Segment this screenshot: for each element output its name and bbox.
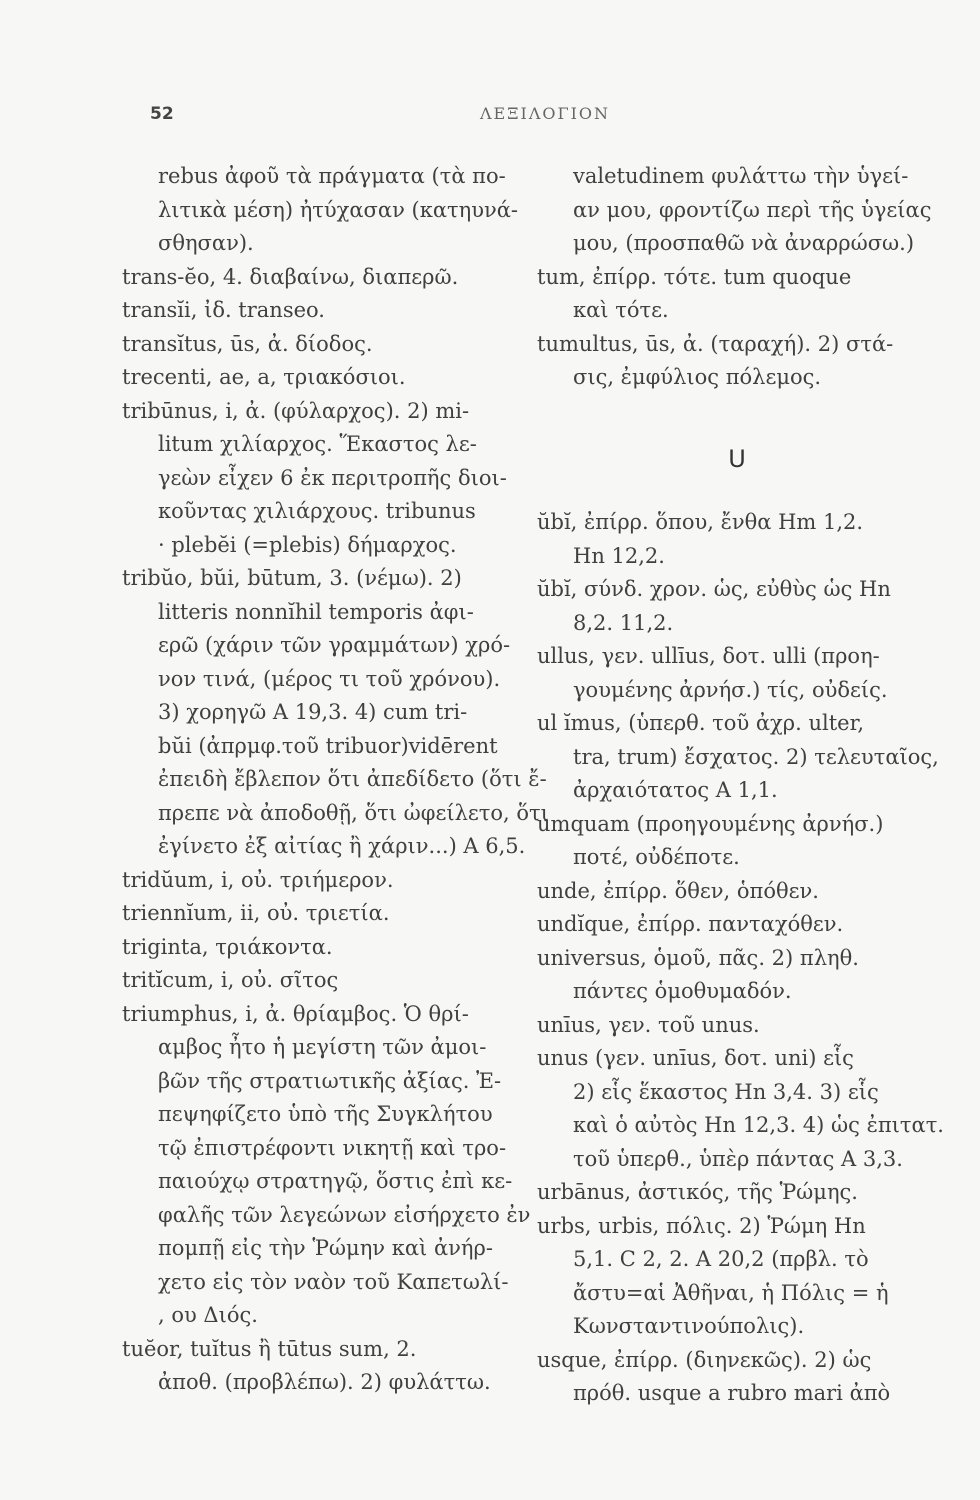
entry-line: triumphus, i, ἀ. θρίαμβος. Ὁ θρί- — [122, 1001, 469, 1026]
running-title: ΛΕΞΙΛΟΓΙΟΝ — [480, 104, 611, 123]
entry-line: ἀποθ. (προβλέπω). 2) φυλάττω. — [158, 1370, 491, 1394]
entry-line: καὶ ὁ αὐτὸς Hn 12,3. 4) ὡς ἐπιτατ. — [573, 1113, 944, 1137]
entry-line: πομπῇ εἰς τὴν Ῥώμην καὶ ἀνήρ- — [158, 1236, 493, 1260]
entry-line: πεψηφίζετο ὑπὸ τῆς Συγκλήτου — [158, 1102, 493, 1126]
entry-line: μου, (προσπαθῶ νὰ ἀναρρώσω.) — [573, 231, 915, 255]
entry-line: 8,2. 11,2. — [573, 610, 674, 635]
entry-line: unde, ἐπίρρ. ὅθεν, ὁπόθεν. — [537, 878, 819, 903]
entry-line: tuĕor, tuĭtus ἢ tūtus sum, 2. — [122, 1336, 417, 1361]
entry-line: · plebĕi (=plebis) δήμαρχος. — [158, 532, 457, 557]
entry-line: ἐπειδὴ ἔβλεπον ὅτι ἀπεδίδετο (ὅτι ἔ- — [158, 767, 547, 791]
entry-line: 2) εἷς ἕκαστος Hn 3,4. 3) εἷς — [573, 1079, 879, 1104]
entry-line: τοῦ ὑπερθ., ὑπὲρ πάντας A 3,3. — [573, 1146, 903, 1171]
entry-line: trans-ĕo, 4. διαβαίνω, διαπερῶ. — [122, 264, 459, 289]
entry-line: litum χιλίαρχος. Ἕκαστος λε- — [158, 432, 477, 456]
entry-line: βῶν τῆς στρατιωτικῆς ἀξίας. Ἐ- — [158, 1068, 502, 1093]
entry-line: , ου Διός. — [158, 1303, 258, 1327]
entry-line: κοῦντας χιλιάρχους. tribunus — [158, 499, 476, 523]
entry-line: bŭi (ἀπρμφ.τοῦ tribuor)vidērent — [158, 733, 498, 758]
entry-line: transĭi, ἰδ. transeo. — [122, 298, 325, 322]
entry-line: παιούχῳ στρατηγῷ, ὅστις ἐπὶ κε- — [158, 1169, 513, 1193]
entry-line: litteris nonnĭhil temporis ἀφι- — [158, 599, 474, 624]
entry-line: urbs, urbis, πόλις. 2) Ῥώμη Hn — [537, 1213, 866, 1238]
entry-line: tum, ἐπίρρ. τότε. tum quoque — [537, 264, 852, 289]
entry-line: ἄστυ=αἱ Ἀθῆναι, ἡ Πόλις = ἡ — [573, 1280, 889, 1305]
entry-line: ul ĭmus, (ὑπερθ. τοῦ ἀχρ. ulter, — [537, 711, 864, 735]
entry-line: undĭque, ἐπίρρ. πανταχόθεν. — [537, 912, 844, 936]
right-column-top — [537, 160, 937, 395]
entry-line: φαλῆς τῶν λεγεώνων εἰσήρχετο ἐν — [158, 1202, 531, 1227]
entry-line: 3) χορηγῶ A 19,3. 4) cum tri- — [158, 700, 468, 724]
entry-line: σις, ἐμφύλιος πόλεμος. — [573, 365, 822, 389]
entry-line: 5,1. C 2, 2. A 20,2 (πρβλ. τὸ — [573, 1247, 869, 1271]
entry-line: tumultus, ūs, ἀ. (ταραχή). 2) στά- — [537, 331, 894, 356]
left-column — [122, 160, 549, 1400]
entry-line: usque, ἐπίρρ. (διηνεκῶς). 2) ὡς — [537, 1347, 872, 1372]
entry-line: unīus, γεν. τοῦ unus. — [537, 1012, 760, 1037]
entry-line: ερῶ (χάριν τῶν γραμμάτων) χρό- — [158, 633, 511, 657]
right-column-bottom — [537, 506, 944, 1411]
entry-line: tridŭum, i, οὐ. τριήμερον. — [122, 867, 394, 892]
entry-line: universus, ὁμοῦ, πᾶς. 2) πληθ. — [537, 945, 859, 970]
entry-line: γουμένης ἀρνήσ.) τίς, οὐδείς. — [573, 677, 888, 702]
entry-line: ŭbĭ, ἐπίρρ. ὅπου, ἔνθα Hm 1,2. — [537, 510, 864, 534]
entry-line: transĭtus, ūs, ἀ. δίοδος. — [122, 331, 373, 356]
page-header — [150, 104, 920, 134]
page-number: 52 — [150, 104, 174, 124]
entry-line: tritĭcum, i, οὐ. σῖτος — [122, 968, 339, 992]
entry-line: αν μου, φροντίζω περὶ τῆς ὑγείας — [573, 197, 932, 222]
entry-line: ullus, γεν. ullīus, δοτ. ulli (προη- — [537, 644, 880, 668]
entry-line: γεὼν εἶχεν 6 ἐκ περιτροπῆς διοι- — [158, 465, 507, 490]
entry-line: umquam (προηγουμένης ἀρνήσ.) — [537, 811, 884, 836]
entry-line: τῷ ἐπιστρέφοντι νικητῇ καὶ τρο- — [158, 1135, 507, 1160]
entry-line: νον τινά, (μέρος τι τοῦ χρόνου). — [158, 666, 501, 691]
entry-line: πάντες ὁμοθυμαδόν. — [573, 979, 792, 1003]
entry-line: urbānus, ἀστικός, τῆς Ῥώμης. — [537, 1180, 858, 1204]
entry-line: ποτέ, οὐδέποτε. — [573, 845, 740, 869]
entry-line: Hn 12,2. — [573, 543, 665, 568]
entry-line: tribūnus, i, ἀ. (φύλαρχος). 2) mi- — [122, 398, 470, 423]
right-column — [537, 160, 944, 1411]
entry-line: ἐγίνετο ἐξ αἰτίας ἢ χάριν...) A 6,5. — [158, 834, 526, 858]
entry-line: καὶ τότε. — [573, 298, 669, 322]
entry-line: σθησαν). — [158, 231, 254, 255]
entry-line: πρεπε νὰ ἀποδοθῇ, ὅτι ὠφείλετο, ὅτι — [158, 800, 549, 825]
entry-line: λιτικὰ μέση) ἠτύχασαν (κατηυνά- — [158, 197, 519, 222]
entry-line: triennĭum, ii, οὐ. τριετία. — [122, 901, 390, 925]
entry-line: rebus ἀφοῦ τὰ πράγματα (τὰ πο- — [158, 164, 506, 188]
entry-line: χετο εἰς τὸν ναὸν τοῦ Καπετωλί- — [158, 1269, 509, 1294]
entry-line: triginta, τριάκοντα. — [122, 934, 333, 959]
entry-line: Κωνσταντινούπολις). — [573, 1314, 805, 1338]
entry-line: trecenti, ae, a, τριακόσιοι. — [122, 365, 406, 389]
entry-line: valetudinem φυλάττω τὴν ὑγεί- — [573, 164, 909, 188]
entry-line: tra, trum) ἔσχατος. 2) τελευταῖος, — [573, 744, 939, 769]
entry-line: πρόθ. usque a rubro mari ἀπὸ — [573, 1381, 891, 1405]
entry-line: unus (γεν. unīus, δοτ. uni) εἷς — [537, 1046, 854, 1070]
entry-line: ἀρχαιότατος A 1,1. — [573, 778, 778, 802]
entry-line: αμβος ἦτο ἡ μεγίστη τῶν ἀμοι- — [158, 1035, 487, 1059]
entry-line: tribŭo, bŭi, būtum, 3. (νέμω). 2) — [122, 566, 462, 590]
entry-line: ŭbĭ, σύνδ. χρον. ὡς, εὐθὺς ὡς Hn — [537, 577, 891, 601]
section-letter-u: U — [728, 444, 746, 473]
